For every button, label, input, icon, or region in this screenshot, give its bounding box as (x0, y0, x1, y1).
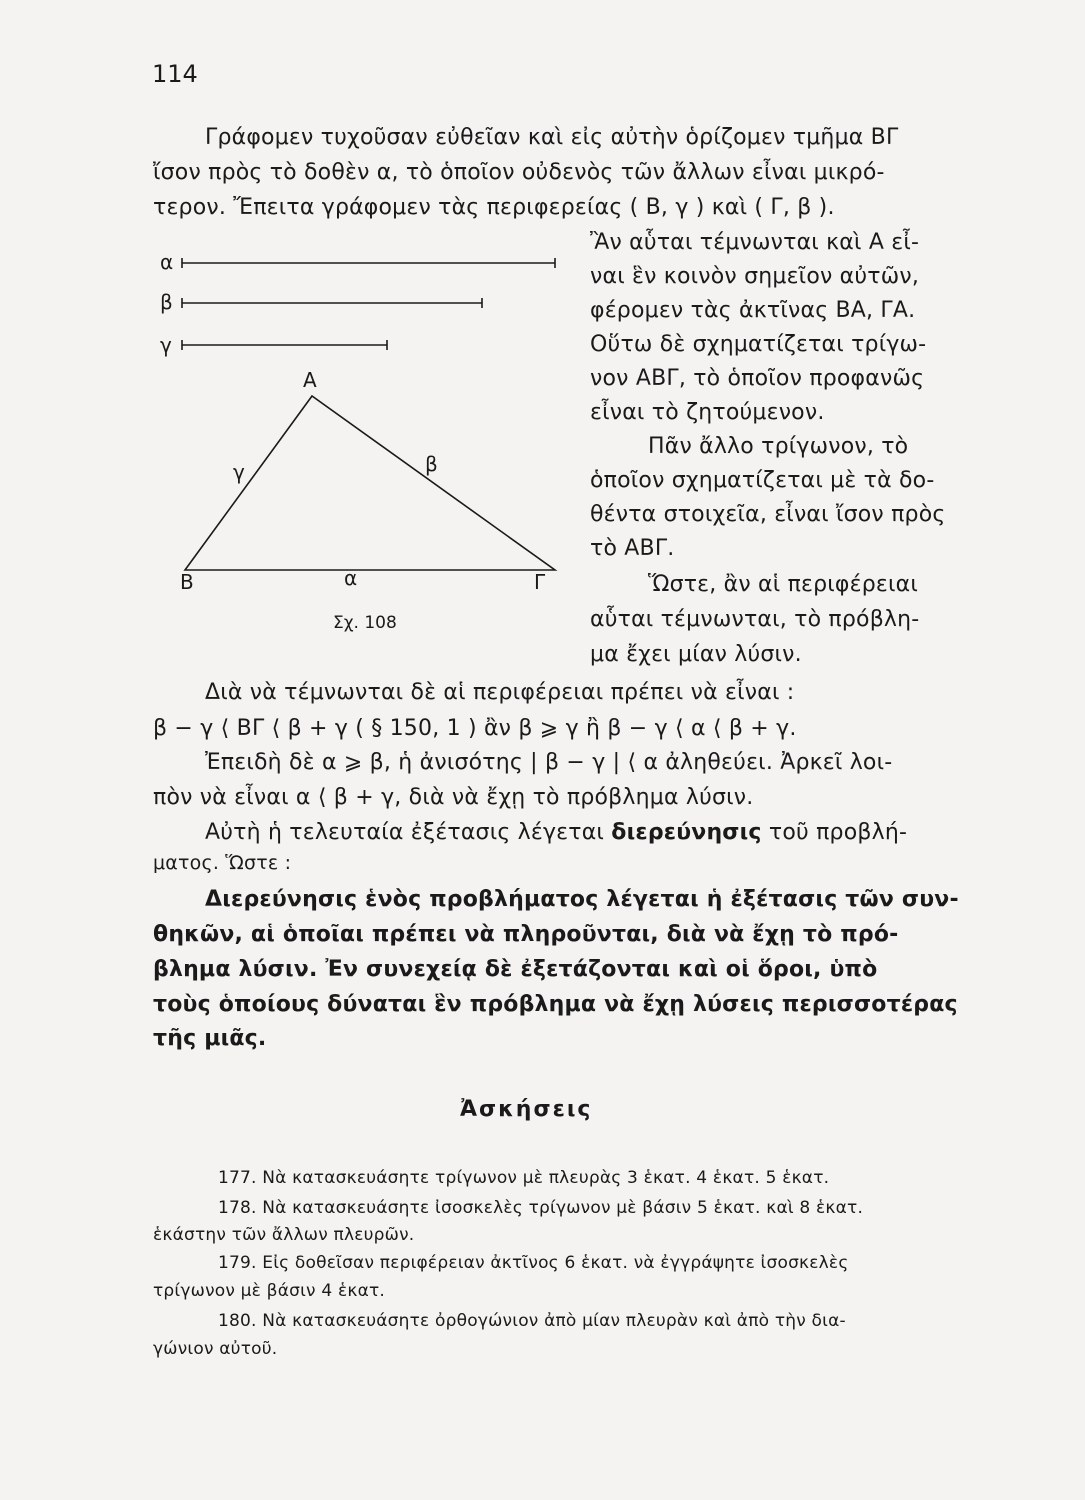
exercise-line-3: ἑκάστην τῶν ἄλλων πλευρῶν. (153, 1225, 415, 1245)
right-line-9: θέντα στοιχεῖα, εἶναι ἴσον πρὸς (590, 502, 946, 527)
right-line-6: εἶναι τὸ ζητούμενον. (590, 400, 825, 425)
figure-108 (150, 250, 590, 650)
body-line-4: πὸν νὰ εἶναι α ⟨ β + γ, διὰ νὰ ἔχῃ τὸ πρόβλημα λύσιν. (153, 785, 754, 810)
intro-line-3: τερον. Ἔπειτα γράφομεν τὰς περιφερείας ( Β, γ ) καὶ ( Γ, β ). (153, 195, 835, 220)
exercise-line-6: 180. Νὰ κατασκευάσητε ὀρθογώνιον ἀπὸ μίαν πλευρὰν καὶ ἀπὸ τὴν δια- (218, 1311, 846, 1331)
diereunisis-line-start: Αὐτὴ ἡ τελευταία ἐξέτασις λέγεται (205, 820, 605, 845)
body-line-2: β − γ ⟨ ΒΓ ⟨ β + γ ( § 150, 1 ) ἂν β ⩾ γ ἢ β − γ ⟨ α ⟨ β + γ. (153, 716, 797, 741)
right-line-7: Πᾶν ἄλλο τρίγωνον, τὸ (648, 434, 909, 459)
page-number: 114 (152, 60, 198, 88)
right-line-2: ναι ἓν κοινὸν σημεῖον αὐτῶν, (590, 264, 920, 289)
figure-svg (150, 250, 590, 650)
intro-line-2: ἴσον πρὸς τὸ δοθὲν α, τὸ ὁποῖον οὐδενὸς τῶν ἄλλων εἶναι μικρό- (153, 160, 885, 185)
label-vertex-b: Β (180, 570, 194, 594)
exercise-line-4: 179. Εἰς δοθεῖσαν περιφέρειαν ἀκτῖνος 6 ἑκατ. νὰ ἐγγράψητε ἰσοσκελὲς (218, 1253, 849, 1273)
definition-line-1: Διερεύνησις ἑνὸς προβλήματος λέγεται ἡ ἐξέτασις τῶν συν- (205, 887, 959, 912)
label-side-beta: β (425, 452, 438, 476)
right-line-3: φέρομεν τὰς ἀκτῖνας ΒΑ, ΓΑ. (590, 298, 916, 323)
body-line-1: Διὰ νὰ τέμνωνται δὲ αἱ περιφέρειαι πρέπει νὰ εἶναι : (205, 680, 795, 705)
right-line-10: τὸ ΑΒΓ. (590, 536, 675, 561)
definition-line-3: βλημα λύσιν. Ἐν συνεχείᾳ δὲ ἐξετάζονται καὶ οἱ ὅροι, ὑπὸ (153, 957, 878, 982)
right-line-8: ὁποῖον σχηματίζεται μὲ τὰ δο- (590, 468, 935, 493)
figure-caption: Σχ. 108 (333, 613, 397, 633)
right-line-5: νον ΑΒΓ, τὸ ὁποῖον προφανῶς (590, 366, 925, 391)
exercise-line-5: τρίγωνον μὲ βάσιν 4 ἑκατ. (153, 1281, 386, 1301)
label-vertex-a: Α (303, 368, 317, 392)
right-line-11: Ὥστε, ἂν αἱ περιφέρειαι (648, 572, 918, 597)
diereunisis-line-end: τοῦ προβλή- (768, 820, 908, 845)
label-segment-alpha: α (160, 250, 174, 274)
exercise-line-2: 178. Νὰ κατασκευάσητε ἰσοσκελὲς τρίγωνον μὲ βάσιν 5 ἑκατ. καὶ 8 ἑκατ. (218, 1198, 864, 1218)
exercises-heading: Ἀσκήσεις (460, 1097, 593, 1122)
exercise-line-7: γώνιον αὐτοῦ. (153, 1339, 278, 1359)
label-side-alpha: α (344, 566, 358, 590)
diereunisis-line-2: ματος. Ὥστε : (153, 852, 292, 874)
right-line-12: αὗται τέμνωνται, τὸ πρόβλη- (590, 607, 920, 632)
definition-line-4: τοὺς ὁποίους δύναται ἓν πρόβλημα νὰ ἔχῃ λύσεις περισσοτέρας (153, 992, 958, 1017)
diereunisis-term: διερεύνησις (611, 820, 762, 845)
exercise-line-1: 177. Νὰ κατασκευάσητε τρίγωνον μὲ πλευρὰς 3 ἑκατ. 4 ἑκατ. 5 ἑκατ. (218, 1168, 830, 1188)
right-line-4: Οὕτω δὲ σχηματίζεται τρίγω- (590, 332, 927, 357)
diereunisis-line (205, 820, 907, 845)
label-segment-gamma: γ (160, 333, 172, 357)
intro-line-1: Γράφομεν τυχοῦσαν εὐθεῖαν καὶ εἰς αὐτὴν ὁρίζομεν τμῆμα ΒΓ (205, 125, 899, 150)
label-vertex-g: Γ (534, 570, 546, 594)
definition-line-2: θηκῶν, αἱ ὁποῖαι πρέπει νὰ πληροῦνται, διὰ νὰ ἔχῃ τὸ πρό- (153, 922, 899, 947)
body-line-3: Ἐπειδὴ δὲ α ⩾ β, ἡ ἀνισότης | β − γ | ⟨ α ἀληθεύει. Ἀρκεῖ λοι- (205, 750, 893, 775)
label-side-gamma: γ (233, 460, 245, 484)
definition-line-5: τῆς μιᾶς. (153, 1026, 267, 1051)
label-segment-beta: β (160, 290, 173, 314)
right-line-1: Ἂν αὗται τέμνωνται καὶ Α εἶ- (590, 230, 920, 255)
right-line-13: μα ἔχει μίαν λύσιν. (590, 642, 802, 667)
